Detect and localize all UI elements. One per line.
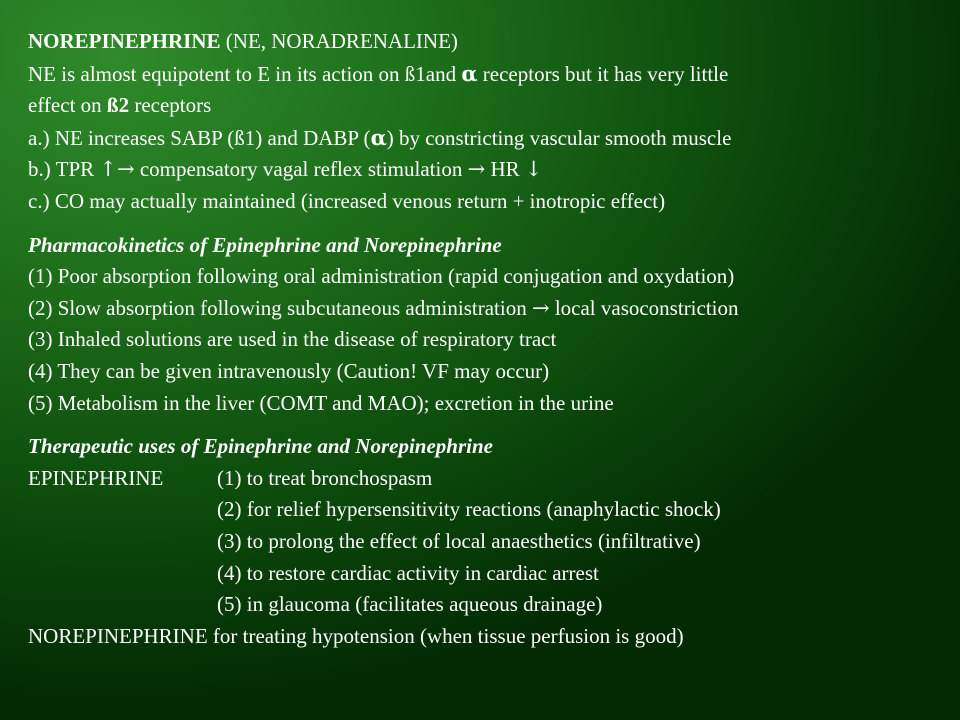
ne-title	[28, 26, 948, 58]
pk-item-1: (1) Poor absorption following oral administration (rapid conjugation and oxydation)	[28, 264, 735, 289]
tu-epi-item-1	[28, 463, 948, 495]
ne-line-1	[28, 58, 948, 91]
pk-heading: Pharmacokinetics of Epinephrine and Norepinephrine	[28, 232, 502, 257]
section-gap	[28, 218, 948, 230]
ne-line-2-text-b: receptors	[129, 93, 212, 118]
tu-epi-item-2: (2) for relief hypersensitivity reactions (anaphylactic shock)	[217, 497, 721, 522]
pk-item-5: (5) Metabolism in the liver (COMT and MAO); excretion in the urine	[28, 390, 614, 415]
ne-title-bold: NOREPINEPHRINE	[28, 29, 221, 53]
tu-epi-item-1-text: (1) to treat bronchospasm	[217, 465, 433, 490]
pk-item-4: (4) They can be given intravenously (Caution! VF may occur)	[28, 358, 550, 383]
right-arrow-icon: →	[531, 295, 550, 320]
pk-item-2-tail: local vasoconstriction	[549, 295, 739, 320]
pk-item-3: (3) Inhaled solutions are used in the disease of respiratory tract	[28, 327, 557, 352]
slide-content	[28, 26, 948, 652]
ne-item-c: c.) CO may actually maintained (increased venous return + inotropic effect)	[28, 188, 666, 213]
ne-item-a-pre: a.) NE increases SABP (ß1) and DABP (	[28, 125, 371, 150]
right-arrow-icon: →	[117, 157, 135, 182]
tu-epi-item-5: (5) in glaucoma (facilitates aqueous drainage)	[217, 592, 603, 617]
alpha-symbol: α	[370, 124, 387, 150]
tu-epi-label: EPINEPHRINE	[28, 465, 164, 490]
tu-ne-line: NOREPINEPHRINE for treating hypotension (when tissue perfusion is good)	[28, 623, 684, 648]
tu-epi-item-3: (3) to prolong the effect of local anaesthetics (infiltrative)	[217, 528, 701, 553]
ne-line-2-text-a: effect on	[28, 93, 107, 118]
ne-line-1-text-b: receptors but it has very little	[477, 61, 729, 86]
ne-item-b-mid: compensatory vagal reflex stimulation	[134, 157, 468, 182]
pk-item-2	[28, 293, 948, 325]
alpha-symbol: α	[461, 60, 478, 86]
ne-title-rest: (NE, NORADRENALINE)	[220, 29, 458, 53]
ne-line-2	[28, 90, 948, 122]
up-arrow-icon: ↑	[99, 157, 117, 182]
tu-epi-item-4: (4) to restore cardiac activity in cardiac arrest	[217, 560, 599, 585]
ne-item-a-post: ) by constricting vascular smooth muscle	[386, 125, 732, 150]
pk-item-2-text: (2) Slow absorption following subcutaneous administration	[28, 295, 532, 320]
ne-item-a	[28, 122, 948, 155]
down-arrow-icon: ↓	[524, 157, 543, 182]
ne-line-1-text-a: NE is almost equipotent to E in its action on ß1and	[28, 61, 462, 86]
ne-item-b-pre: b.) TPR	[28, 157, 100, 182]
ne-item-b	[28, 154, 948, 186]
right-arrow-icon: →	[467, 157, 486, 182]
beta2-label: ß2	[106, 93, 130, 118]
section-gap	[28, 419, 948, 431]
ne-item-b-hr: HR	[485, 157, 525, 182]
tu-heading: Therapeutic uses of Epinephrine and Norepinephrine	[28, 434, 493, 459]
